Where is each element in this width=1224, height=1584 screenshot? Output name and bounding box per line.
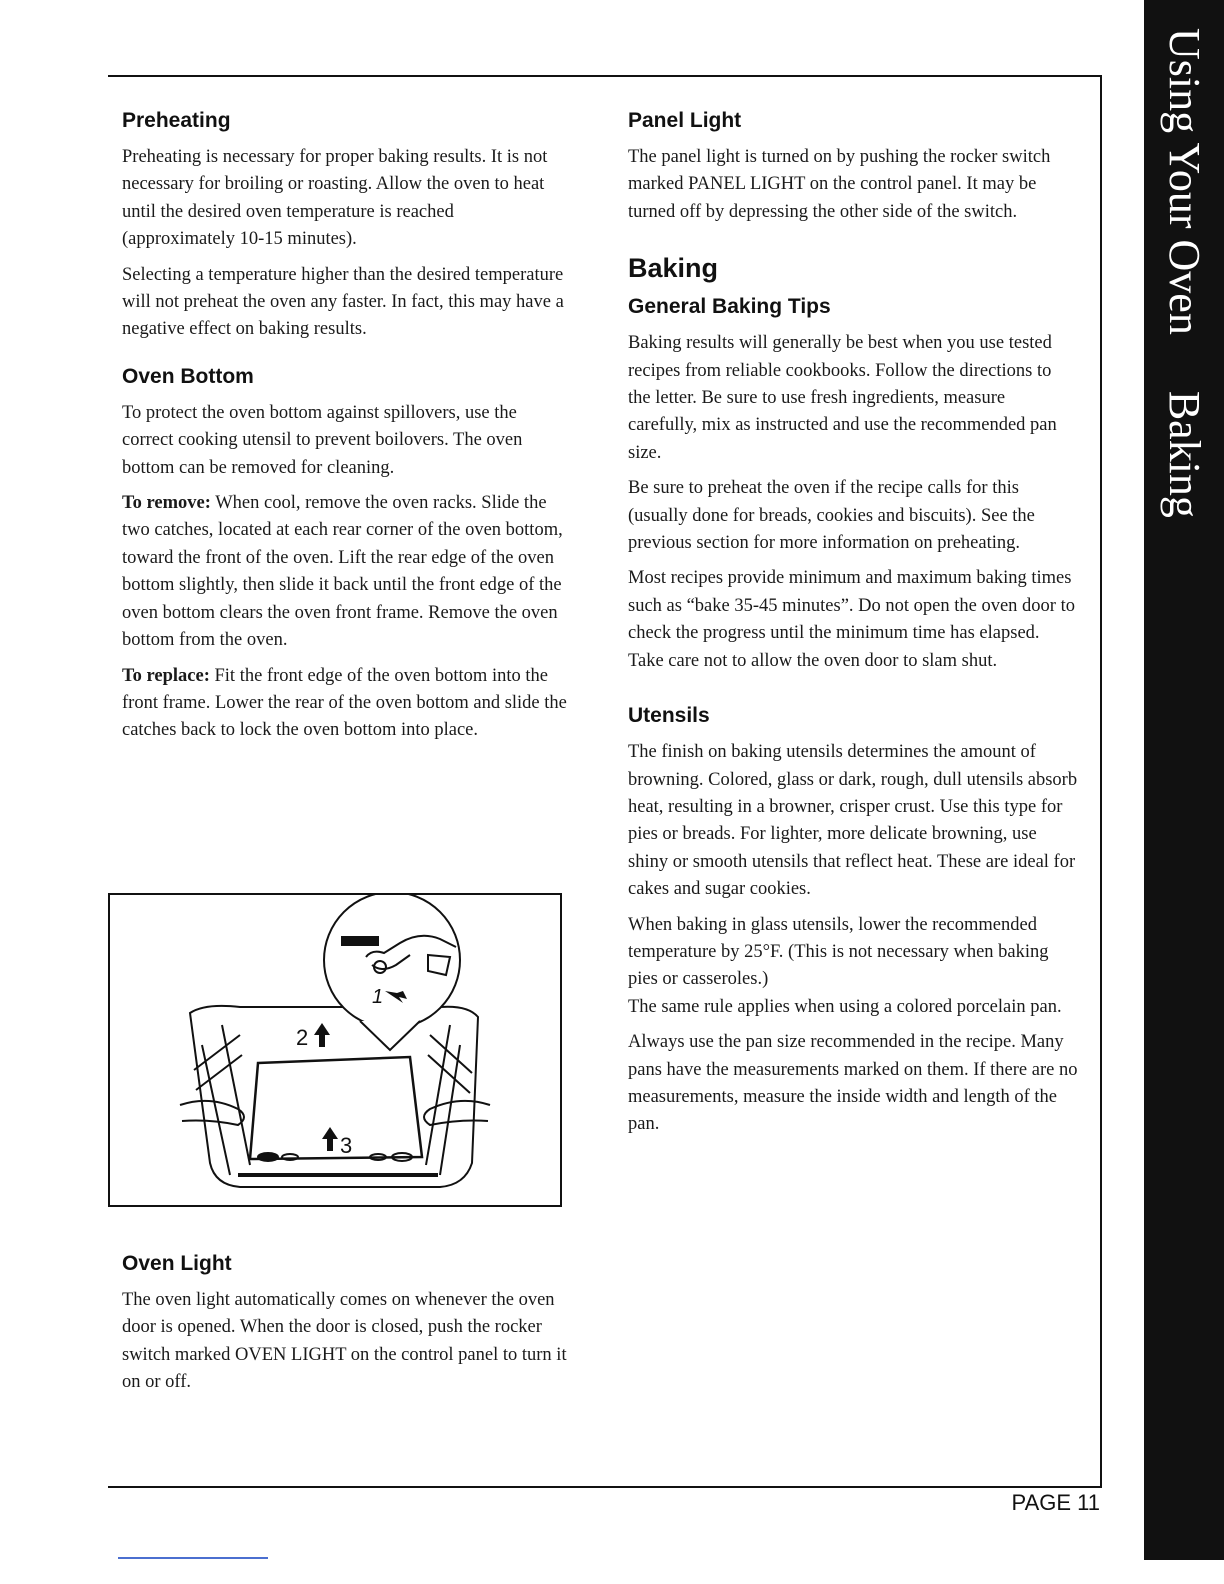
side-tab-topic: Baking	[1160, 390, 1209, 518]
oven-bottom-diagram	[110, 895, 560, 1205]
to-replace-text: Fit the front edge of the oven bottom into the front frame. Lower the rear of the oven bottom and slide the catches back to lock the oven bottom into place.	[122, 665, 567, 741]
right-rule	[1100, 75, 1102, 1487]
oven-light-heading: Oven Light	[122, 1252, 232, 1275]
right-column	[628, 108, 1078, 1147]
section-side-tab	[1144, 0, 1224, 1560]
preheating-paragraph-2: Selecting a temperature higher than the desired temperature will not preheat the oven any faster. In fact, this may have a negative effect on baking results.	[122, 264, 564, 340]
oven-bottom-heading: Oven Bottom	[122, 364, 254, 388]
to-remove-label: To remove:	[122, 493, 211, 514]
page-number: PAGE 11	[1011, 1490, 1100, 1515]
baking-tips-paragraph-2: Be sure to preheat the oven if the recipe calls for this (usually done for breads, cookies and biscuits). See the previous section for more information on preheating.	[628, 478, 1035, 554]
figure-step-2-label: 2	[296, 1025, 309, 1050]
utensils-paragraph-1: The finish on baking utensils determines the amount of browning. Colored, glass or dark, rough, dull utensils absorb heat, resulting in a browner, crisper crust. Use this type for pies or breads. For lighter, more delicate browning, use shiny or smooth utensils that reflect heat. These are ideal for cakes and sugar cookies.	[628, 742, 1078, 900]
utensils-porcelain-text: The same rule applies when using a colored porcelain pan.	[628, 996, 1062, 1017]
oven-bottom-removal-illustration	[108, 893, 562, 1207]
oven-bottom-paragraph: To protect the oven bottom against spillovers, use the correct cooking utensil to prevent boilovers. The oven bottom can be removed for cleaning.	[122, 402, 523, 478]
baking-tips-paragraph-3: Most recipes provide minimum and maximum baking times such as “bake 35-45 minutes”. Do not open the oven door to check the progress until the minimum time has elapsed. Take care not to allow the oven door to slam shut.	[628, 568, 1075, 671]
baking-heading: Baking	[628, 253, 719, 284]
to-remove-paragraph	[122, 490, 567, 654]
oven-light-paragraph: The oven light automatically comes on whenever the oven door is opened. When the door is closed, push the rocker switch marked OVEN LIGHT on the control panel to turn it on or off.	[122, 1290, 567, 1393]
scan-artifact-line	[118, 1557, 268, 1559]
top-rule	[108, 75, 1102, 77]
to-replace-label: To replace:	[122, 665, 210, 686]
general-baking-tips-heading: General Baking Tips	[628, 295, 831, 319]
bottom-rule	[108, 1486, 1102, 1488]
figure-step-3-label: 3	[340, 1133, 353, 1158]
side-tab-section: Using Your Oven	[1160, 28, 1209, 335]
figure-step-1-label: 1	[372, 986, 384, 1008]
preheating-heading: Preheating	[122, 109, 231, 132]
preheating-paragraph-1: Preheating is necessary for proper baking results. It is not necessary for broiling or roasting. Allow the oven to heat until the desired oven temperature is reached (approximately 10-15 minutes).	[122, 147, 548, 250]
utensils-heading: Utensils	[628, 704, 710, 728]
panel-light-heading: Panel Light	[628, 109, 742, 132]
to-remove-text: When cool, remove the oven racks. Slide the two catches, located at each rear corner of the oven bottom, toward the front of the oven. Lift the rear edge of the oven bottom slightly, then slide it back until the front edge of the oven bottom clears the oven front frame. Remove the oven bottom from the oven.	[122, 493, 563, 651]
utensils-paragraph-2	[628, 912, 1078, 1022]
utensils-glass-text: When baking in glass utensils, lower the recommended temperature by 25°F. (This is not necessary when baking pies or casseroles.)	[628, 914, 1049, 990]
panel-light-paragraph: The panel light is turned on by pushing the rocker switch marked PANEL LIGHT on the control panel. It may be turned off by depressing the other side of the switch.	[628, 147, 1051, 222]
baking-tips-paragraph-1: Baking results will generally be best when you use tested recipes from reliable cookbooks. Follow the directions to the letter. Be sure to use fresh ingredients, measure carefully, mix as instructed and use the recommended pan size.	[628, 333, 1057, 463]
utensils-paragraph-3: Always use the pan size recommended in the recipe. Many pans have the measurements marked on them. If there are no measurements, measure the inside width and length of the pan.	[628, 1032, 1078, 1135]
left-column	[122, 108, 567, 753]
to-replace-paragraph	[122, 663, 567, 745]
oven-light-section	[122, 1251, 567, 1405]
